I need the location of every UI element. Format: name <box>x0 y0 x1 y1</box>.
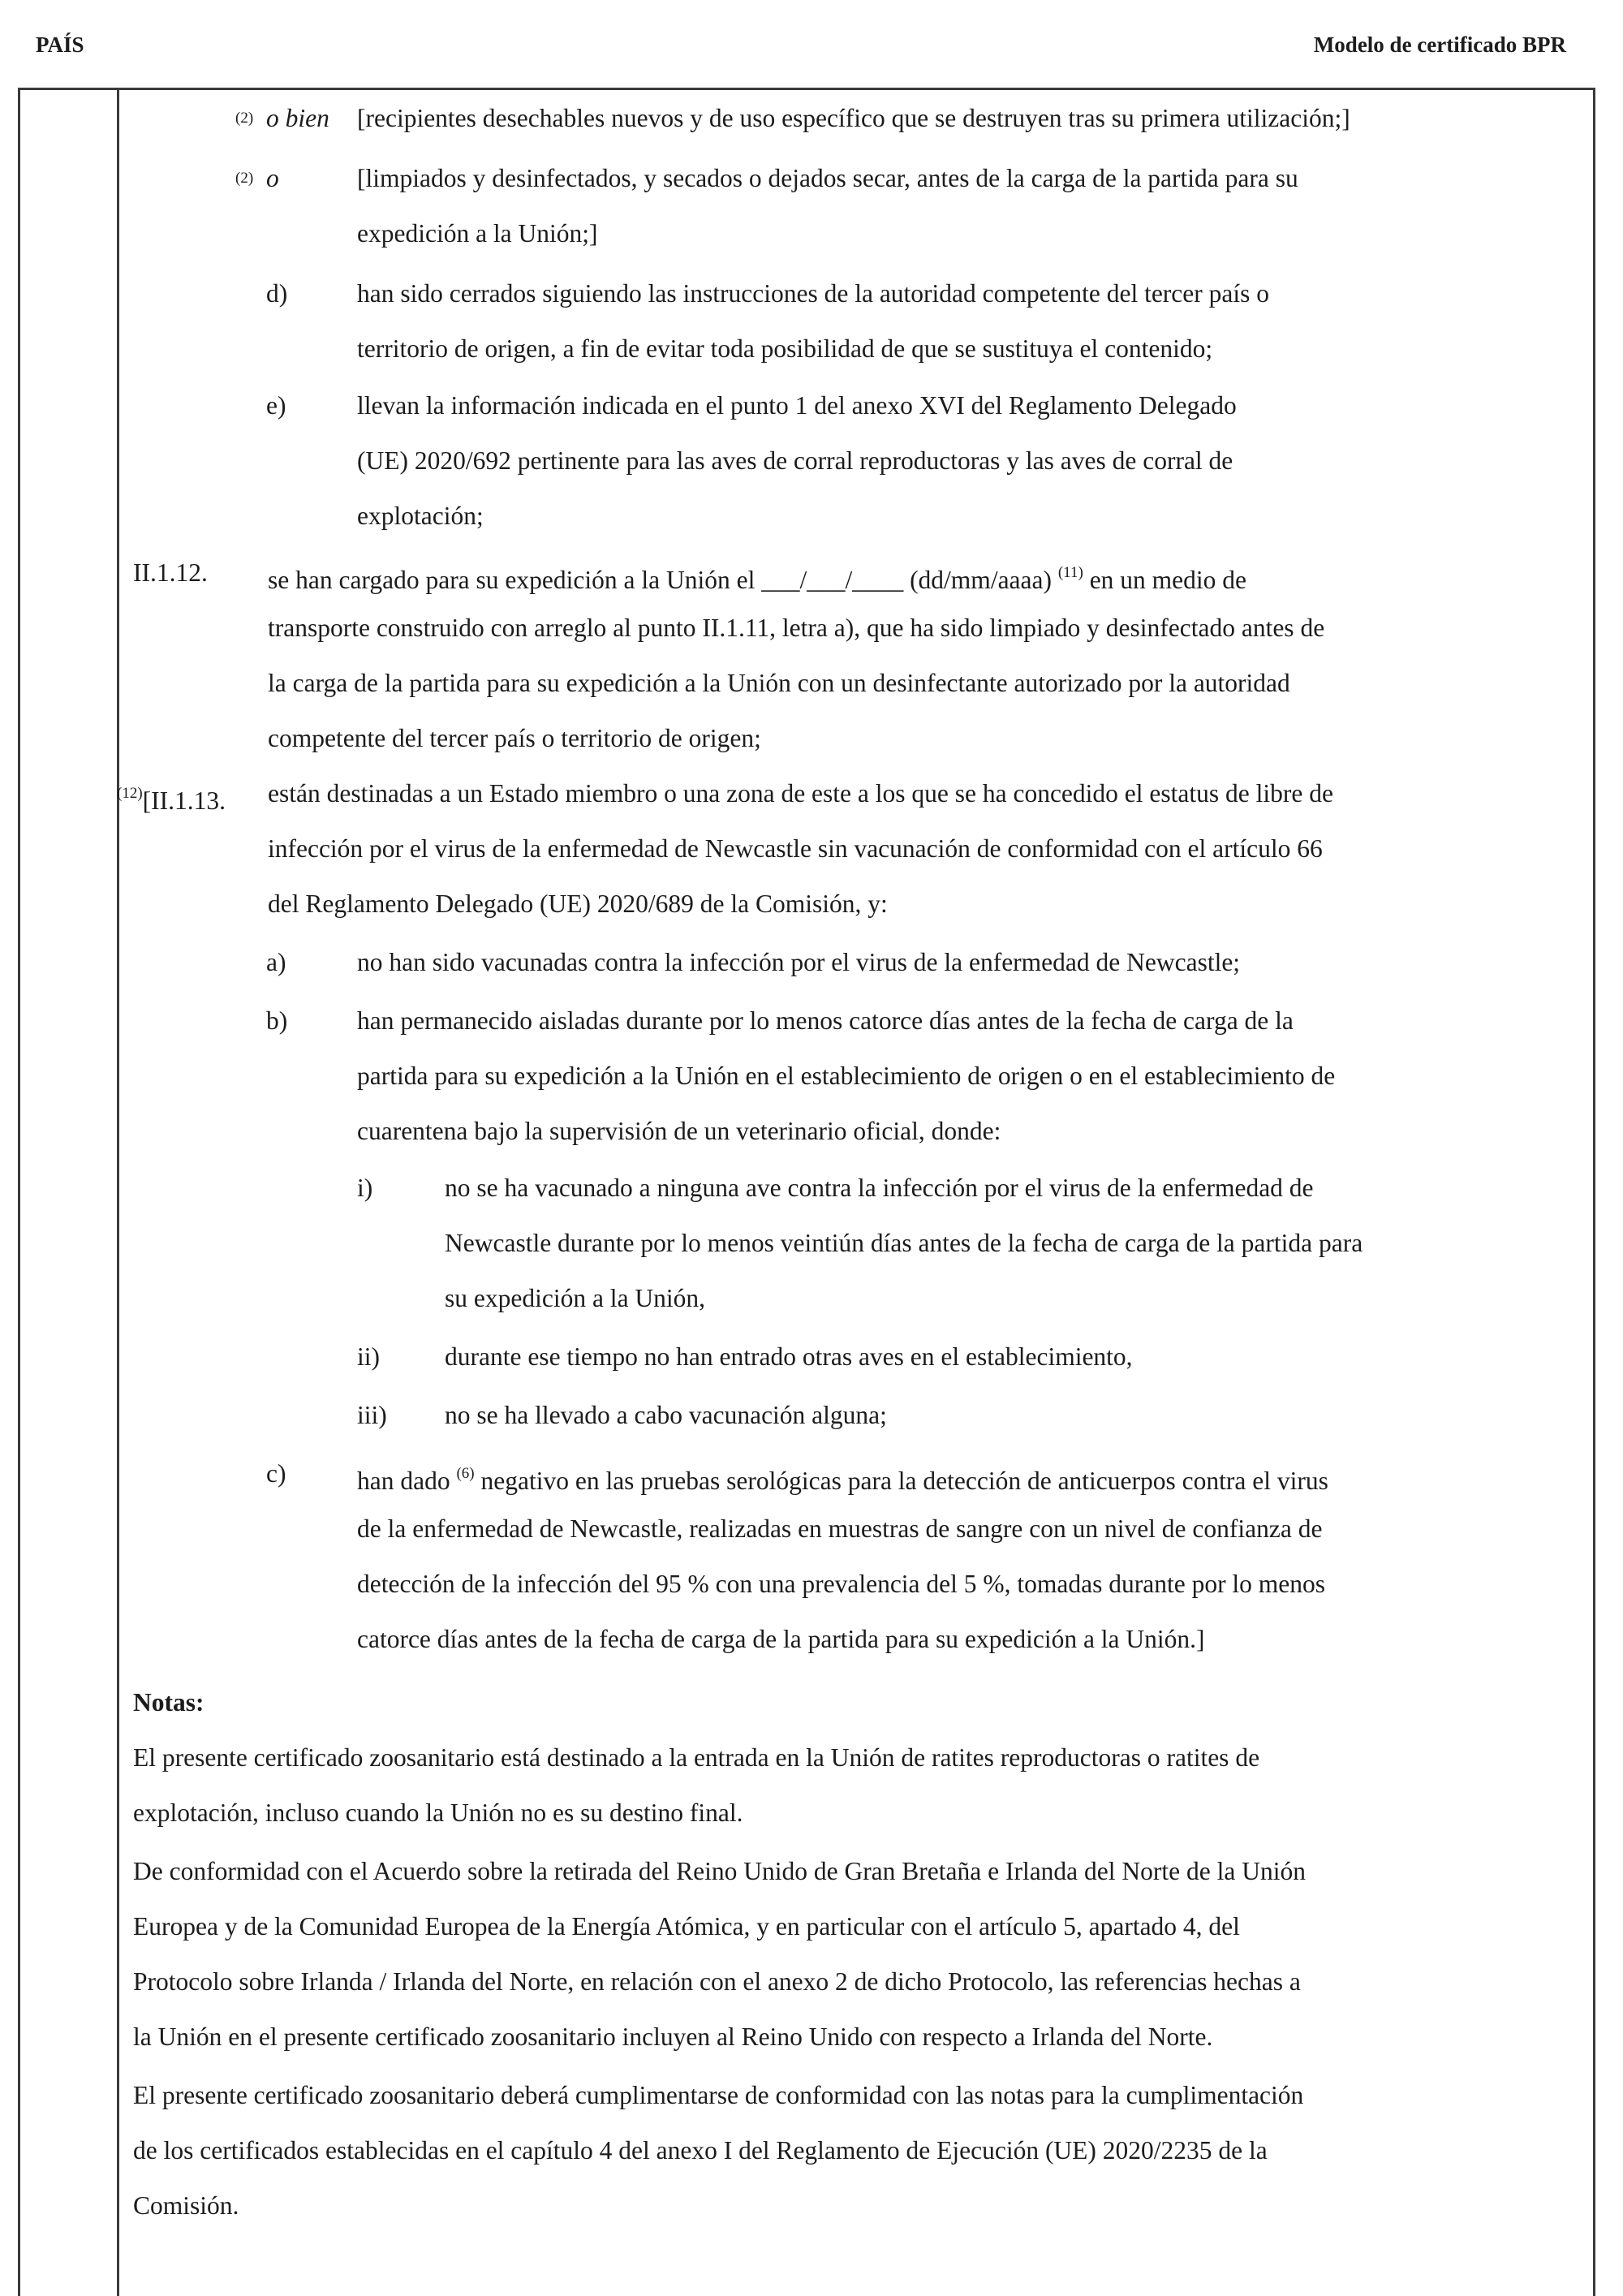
notes-p2-line-1: De conformidad con el Acuerdo sobre la retirada del Reino Unido de Gran Bretaña e Irlanda del Norte de la Unión <box>133 1857 1306 1885</box>
item-e-line-1: llevan la información indicada en el punto 1 del anexo XVI del Reglamento Delegado <box>357 391 1237 420</box>
notes-p2-line-3: Protocolo sobre Irlanda / Irlanda del Norte, en relación con el anexo 2 de dicho Protocolo, las referencias hechas a <box>133 1967 1301 1996</box>
item-c-line-3: detección de la infección del 95 % con una prevalencia del 5 %, tomadas durante por lo menos <box>357 1570 1326 1598</box>
option-sup-2: (2) <box>235 170 254 187</box>
header-country: PAÍS <box>36 32 84 57</box>
subitem-iii-text: no se ha llevado a cabo vacunación alguna; <box>445 1401 887 1429</box>
notes-p3-line-1: El presente certificado zoosanitario deberá cumplimentarse de conformidad con las notas para la cumplimentación <box>133 2081 1304 2109</box>
frame-right-border <box>1593 88 1595 2296</box>
notes-p1-line-1: El presente certificado zoosanitario está destinado a la entrada en la Unión de ratites reproductoras o ratites de <box>133 1743 1260 1772</box>
section-ii-1-12-line-2: transporte construido con arreglo al punto II.1.11, letra a), que ha sido limpiado y desinfectado antes de <box>268 614 1325 642</box>
frame-inner-border <box>117 88 119 2296</box>
item-e-line-2: (UE) 2020/692 pertinente para las aves de corral reproductoras y las aves de corral de <box>357 446 1233 475</box>
subitem-i-label: i) <box>357 1174 373 1202</box>
item-e-label: e) <box>266 391 286 420</box>
notes-p1-line-2: explotación, incluso cuando la Unión no es su destino final. <box>133 1798 743 1827</box>
item-c-label: c) <box>266 1459 286 1488</box>
section-ii-1-13-line-1: están destinadas a un Estado miembro o una zona de este a los que se ha concedido el estatus de libre de <box>268 779 1333 808</box>
option-label-o: o <box>266 164 279 192</box>
subitem-i-line-2: Newcastle durante por lo menos veintiún días antes de la fecha de carga de la partida para <box>445 1229 1363 1257</box>
section-ii-1-12-line-3: la carga de la partida para su expedición a la Unión con un desinfectante autorizado por la autoridad <box>268 669 1290 697</box>
section-ii-1-13-line-3: del Reglamento Delegado (UE) 2020/689 de la Comisión, y: <box>268 890 888 918</box>
subitem-i-line-3: su expedición a la Unión, <box>445 1284 706 1312</box>
header-model-title: Modelo de certificado BPR <box>1313 32 1566 57</box>
frame-left-border <box>18 88 20 2296</box>
item-d-line-1: han sido cerrados siguiendo las instrucciones de la autoridad competente del tercer país o <box>357 279 1269 308</box>
item-d-label: d) <box>266 279 288 308</box>
subitem-ii-label: ii) <box>357 1342 380 1371</box>
notes-p2-line-2: Europea y de la Comunidad Europea de la Energía Atómica, y en particular con el artículo 5, apartado 4, del <box>133 1912 1240 1941</box>
item-d-line-2: territorio de origen, a fin de evitar toda posibilidad de que se sustituya el contenido; <box>357 334 1213 363</box>
section-number-ii-1-12: II.1.12. <box>133 558 208 587</box>
item-e-line-3: explotación; <box>357 502 484 530</box>
frame-top-rule <box>18 88 1595 90</box>
section-ii-1-12-line-4: competente del tercer país o territorio de origen; <box>268 724 761 752</box>
subitem-ii-text: durante ese tiempo no han entrado otras aves en el establecimiento, <box>445 1342 1133 1371</box>
notes-p2-line-4: la Unión en el presente certificado zoosanitario incluyen al Reino Unido con respecto a Irlanda del Norte. <box>133 2022 1213 2051</box>
subitem-iii-label: iii) <box>357 1401 387 1429</box>
section-number-ii-1-13: $^{(12)}$[II.1.13. <box>117 785 226 815</box>
item-c-line-4: catorce días antes de la fecha de carga de la partida para su expedición a la Unión.] <box>357 1625 1205 1653</box>
section-ii-1-13-line-2: infección por el virus de la enfermedad de Newcastle sin vacunación de conformidad con el artículo 66 <box>268 834 1323 863</box>
item-b-line-2: partida para su expedición a la Unión en el establecimiento de origen o en el establecimiento de <box>357 1062 1336 1090</box>
option-text-desechables: [recipientes desechables nuevos y de uso específico que se destruyen tras su primera utilización;] <box>357 104 1350 132</box>
notes-p3-line-3: Comisión. <box>133 2191 239 2220</box>
option-sup-1: (2) <box>235 110 254 127</box>
option-text-limpiados-line-1: [limpiados y desinfectados, y secados o dejados secar, antes de la carga de la partida para su <box>357 164 1298 192</box>
item-b-label: b) <box>266 1006 288 1035</box>
subitem-i-line-1: no se ha vacunado a ninguna ave contra la infección por el virus de la enfermedad de <box>445 1174 1314 1202</box>
item-a-text: no han sido vacunadas contra la infección por el virus de la enfermedad de Newcastle; <box>357 948 1241 976</box>
section-ii-1-12-line-1: se han cargado para su expedición a la Unión el ___/___/____ (dd/mm/aaaa) $^{(11)}$ en un medio de <box>268 564 1247 594</box>
item-c-line-1: han dado $^{(6)}$ negativo en las pruebas serológicas para la detección de anticuerpos contra el virus <box>357 1465 1328 1495</box>
notes-p3-line-2: de los certificados establecidas en el capítulo 4 del anexo I del Reglamento de Ejecución (UE) 2020/2235 de la <box>133 2136 1268 2165</box>
item-b-line-1: han permanecido aisladas durante por lo menos catorce días antes de la fecha de carga de la <box>357 1006 1294 1035</box>
item-a-label: a) <box>266 948 286 976</box>
item-b-line-3: cuarentena bajo la supervisión de un veterinario oficial, donde: <box>357 1117 1001 1145</box>
notes-title: Notas: <box>133 1688 204 1717</box>
option-label-o-bien: o bien <box>266 104 329 132</box>
item-c-line-2: de la enfermedad de Newcastle, realizadas en muestras de sangre con un nivel de confianza de <box>357 1514 1323 1543</box>
option-text-limpiados-line-2: expedición a la Unión;] <box>357 219 598 248</box>
